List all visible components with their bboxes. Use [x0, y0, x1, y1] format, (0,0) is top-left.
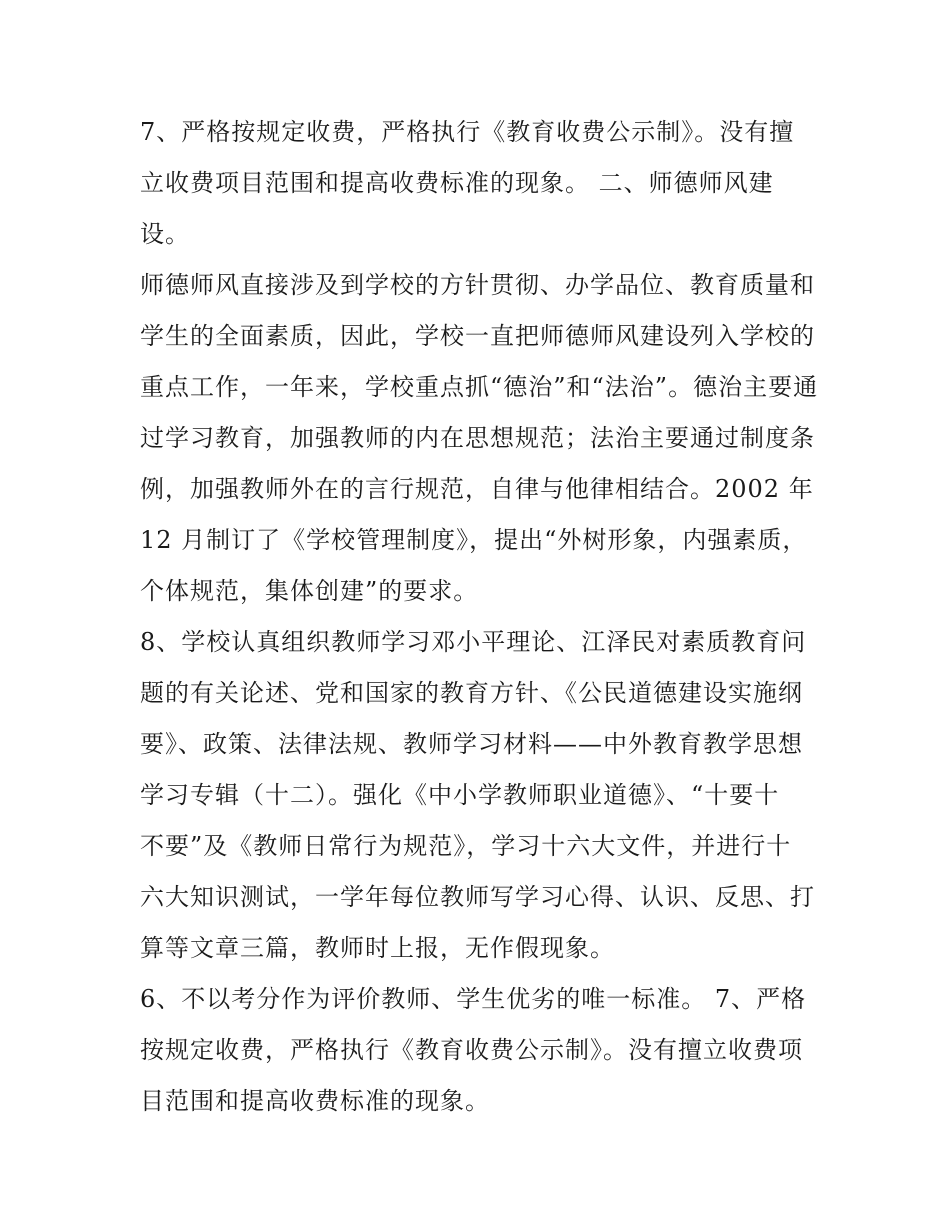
paragraph-fee-regulation: 7、严格按规定收费，严格执行《教育收费公示制》。没有擅 立收费项目范围和提高收费标准的现象。 二、师德师风建 设。	[140, 118, 795, 248]
document-body	[140, 107, 820, 1127]
paragraph-evaluation-standard: 6、不以考分作为评价教师、学生优劣的唯一标准。 7、严格 按规定收费，严格执行《教育收费公示制》。没有擅立收费项 目范围和提高收费标准的现象。	[140, 985, 807, 1115]
paragraph-teacher-ethics: 师德师风直接涉及到学校的方针贯彻、办学品位、教育质量和 学生的全面素质，因此，学校一直把师德师风建设列入学校的 重点工作，一年来，学校重点抓“德治”和“法治”。德治主要通 过学习教育，加强教师的内在思想规范；法治主要通过制度条 例，加强教师外在的言行规范，自律与他律相结合。2002 年 12 月制订了《学校管理制度》，提出“外树形象，内强素质， 个体规范，集体创建”的要求。	[140, 271, 819, 605]
paragraph-theory-study: 8、学校认真组织教师学习邓小平理论、江泽民对素质教育问 题的有关论述、党和国家的教育方针、《公民道德建设实施纲 要》、政策、法律法规、教师学习材料——中外教育教学思想 学习专辑（十二）。强化《中小学教师职业道德》、“十要十 不要”及《教师日常行为规范》，学习十六大文件，并进行十 六大知识测试，一学年每位教师写学习心得、认识、反思、打 算等文章三篇，教师时上报，无作假现象。	[140, 628, 815, 962]
